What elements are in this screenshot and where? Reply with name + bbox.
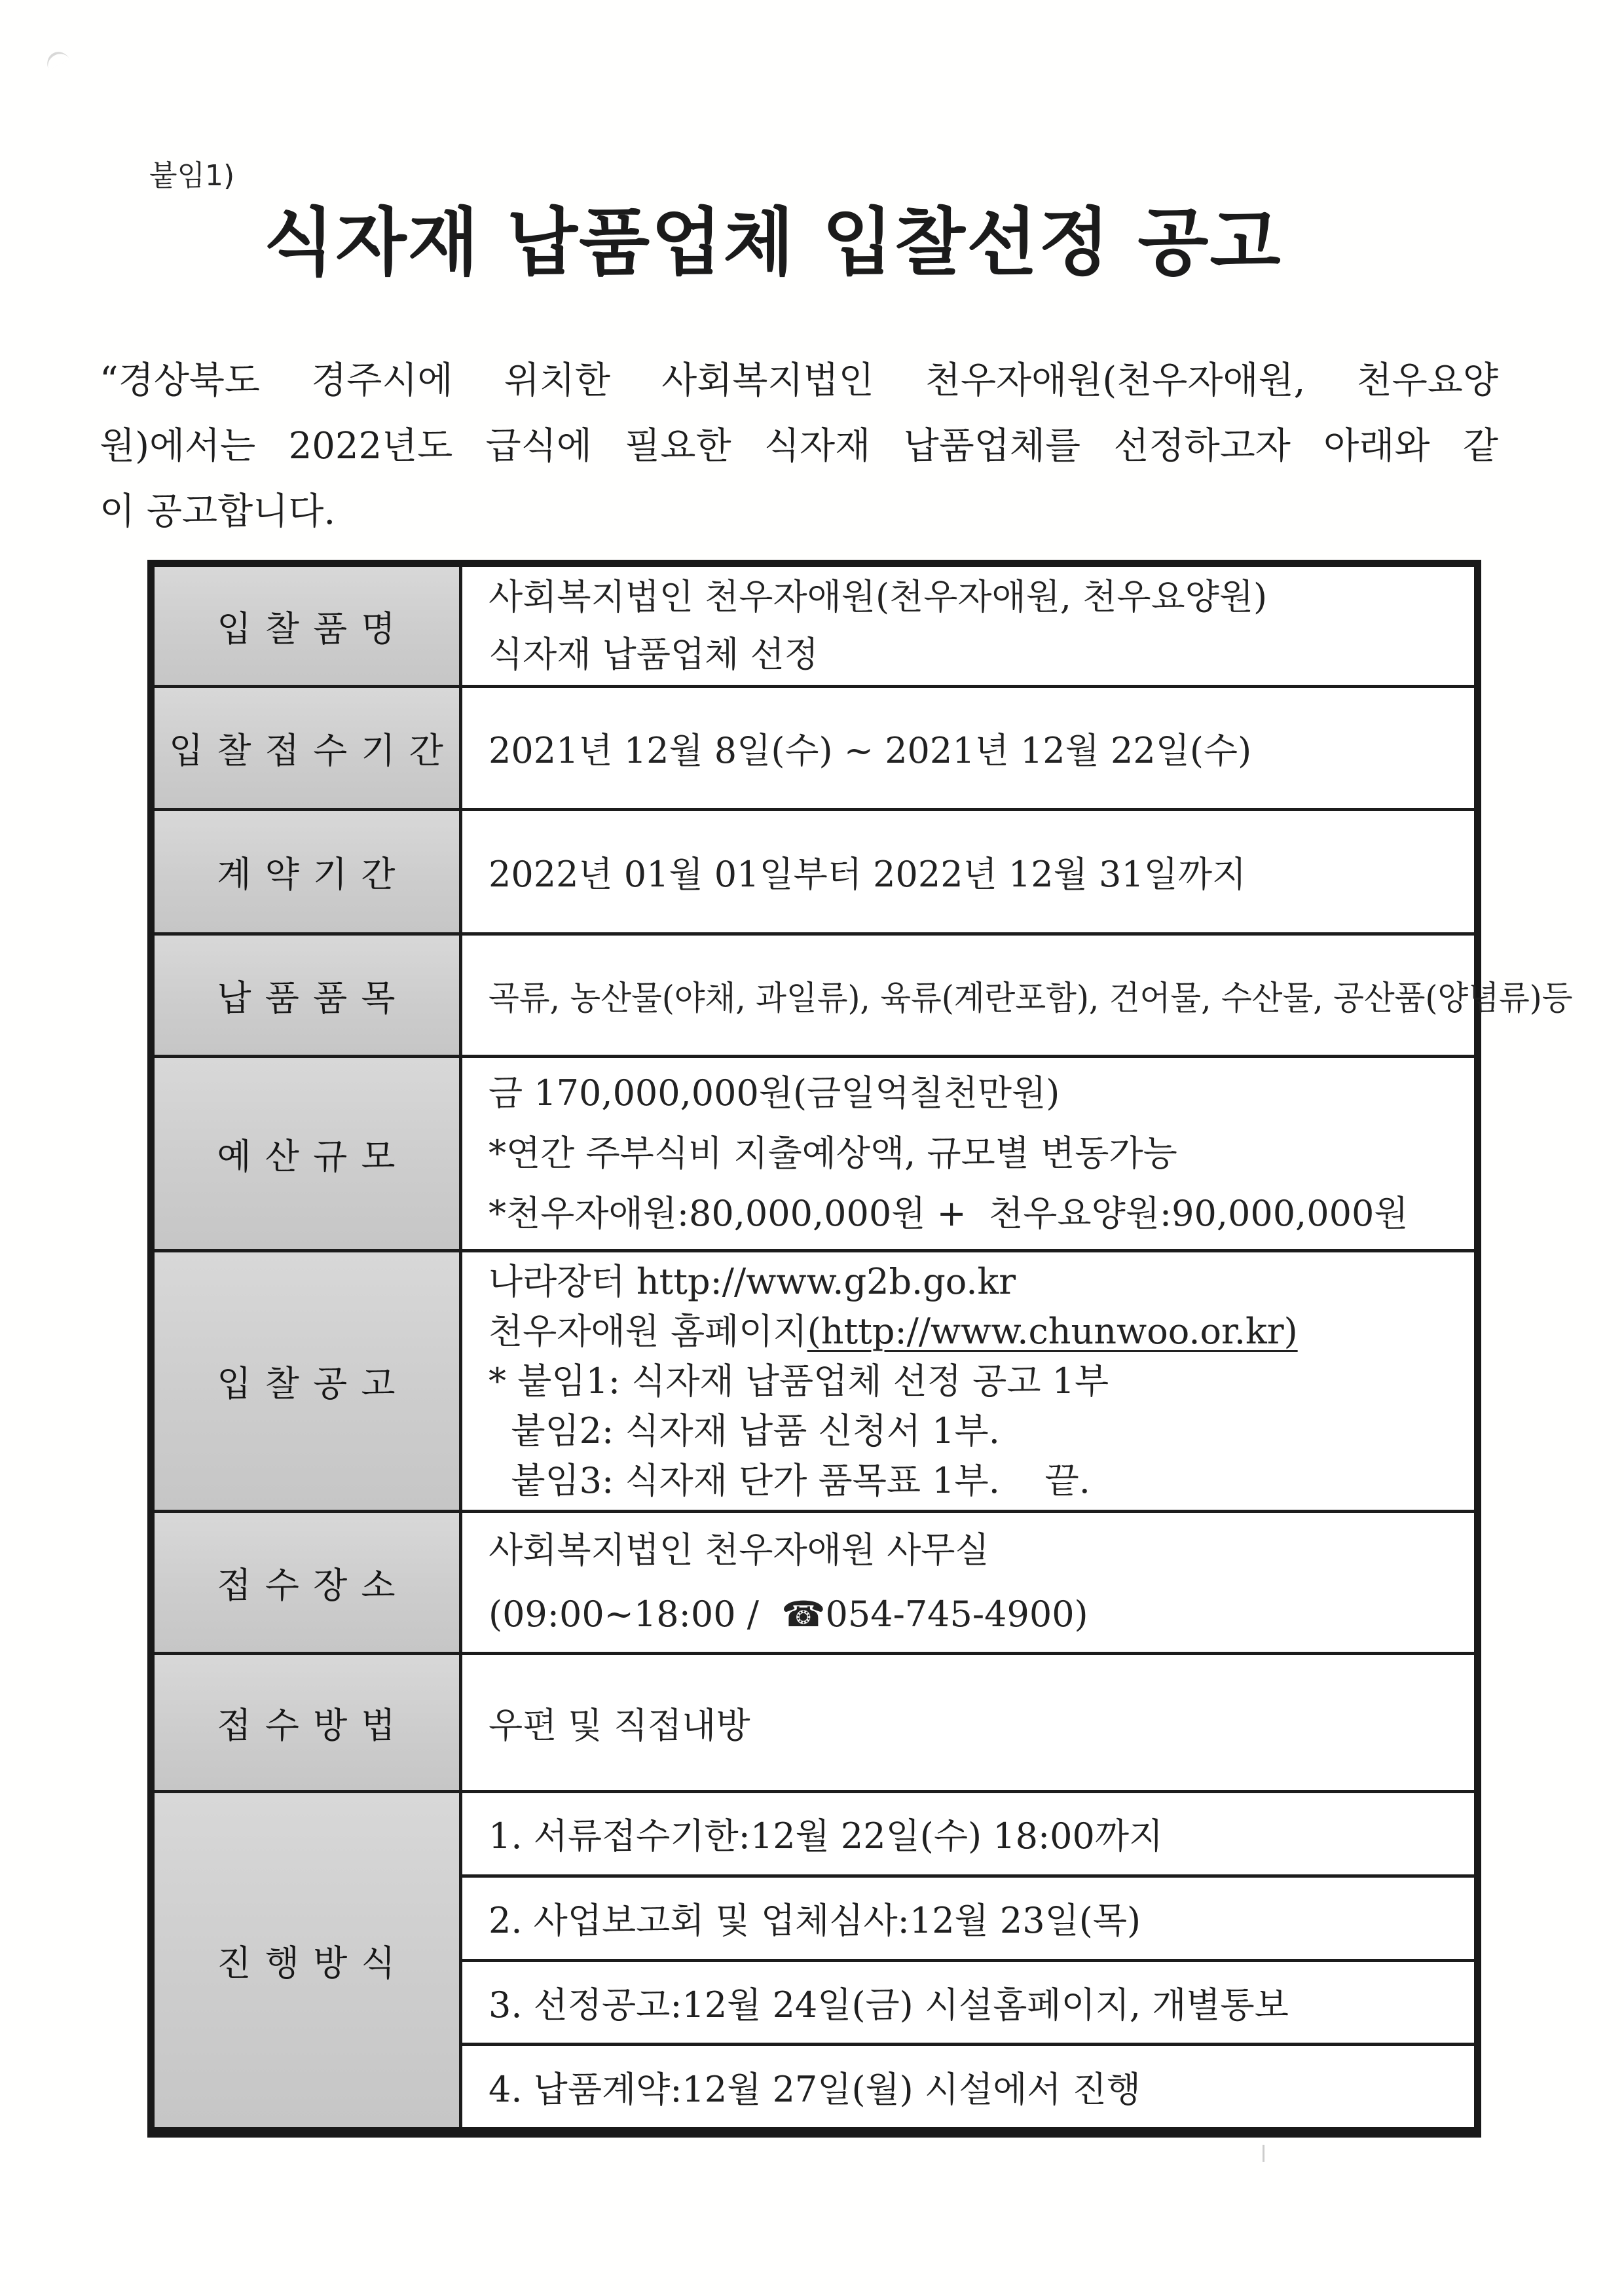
process-step-text: 3. 선정공고:12월 24일(금) 시설홈페이지, 개별통보 [489,1984,1289,2026]
table-row-bid-period [155,685,1474,808]
bid-notice-attachment1: * 붙임1: 식자재 납품업체 선정 공고 1부 [489,1360,1109,1402]
process-step-3 [462,1959,1474,2043]
homepage-label: 천우자애원 홈페이지 [489,1310,807,1352]
table-row-contract-period [155,808,1474,932]
row-value-bid-period [462,688,1474,808]
reception-place-hours-phone: (09:00~18:00 / ☎054-745-4900) [489,1594,1088,1635]
announcement-table [147,560,1573,2138]
process-step-text: 4. 납품계약:12월 27일(월) 시설에서 진행 [489,2068,1141,2110]
process-step-2 [462,1874,1474,1959]
budget-line: 금 170,000,000원(금일억칠천만원) [489,1072,1060,1114]
table-row-bid-notice [155,1249,1474,1510]
page-title: 식자재 납품업체 입찰선정 공고 [263,200,1282,285]
scan-artifact [43,48,69,71]
bid-notice-homepage-line [489,1307,1461,1357]
intro-line: “경상북도 경주시에 위치한 사회복지법인 천우자애원(천우자애원, 천우요양 [100,359,1498,402]
scan-artifact [1263,2145,1264,2162]
row-value-supply-items [462,936,1573,1055]
row-value-budget [462,1058,1474,1249]
intro-line: 이 공고합니다. [100,490,336,533]
row-label-process: 진 행 방 식 [155,1793,462,2127]
reception-place-line: 사회복지법인 천우자애원 사무실 [489,1529,989,1571]
contract-period-value: 2022년 01월 01일부터 2022년 12월 31일까지 [489,854,1247,895]
intro-paragraph [100,348,1498,545]
row-label-bid-item: 입 찰 품 명 [155,567,462,685]
table-row-supply-items [155,932,1573,1055]
row-value-bid-item [462,567,1474,685]
row-label-supply-items: 납 품 품 목 [155,936,462,1055]
supply-items-value: 곡류, 농산물(야채, 과일류), 육류(계란포함), 건어물, 수산물, 공산품(양념류)등 [489,979,1573,1018]
row-value-contract-period [462,811,1474,932]
budget-line: *천우자애원:80,000,000원 + 천우요양원:90,000,000원 [489,1193,1409,1234]
process-step-text: 2. 사업보고회 및 업체심사:12월 23일(목) [489,1900,1141,1942]
intro-line: 원)에서는 2022년도 급식에 필요한 식자재 납품업체를 선정하고자 아래와 같 [100,425,1498,467]
bid-item-line: 사회복지법인 천우자애원(천우자애원, 천우요양원) [489,576,1268,617]
attachment-label: 붙임1) [149,159,235,192]
table-row-budget [155,1055,1474,1249]
bid-notice-attachment3: 붙임3: 식자재 단가 품목표 1부. 끝. [489,1459,1090,1501]
table-row-process [155,1790,1474,2127]
bid-item-line: 식자재 납품업체 선정 [489,634,819,675]
table-row-reception-place [155,1510,1474,1652]
process-steps [462,1793,1474,2127]
chunwoo-homepage-link[interactable]: (http://www.chunwoo.or.kr) [807,1310,1298,1352]
row-label-budget: 예 산 규 모 [155,1058,462,1249]
row-value-reception-method [462,1655,1474,1790]
row-label-reception-method: 접 수 방 법 [155,1655,462,1790]
process-step-1 [462,1793,1474,1874]
bid-period-value: 2021년 12월 8일(수) ~ 2021년 12월 22일(수) [489,730,1252,771]
row-label-contract-period: 계 약 기 간 [155,811,462,932]
process-step-text: 1. 서류접수기한:12월 22일(수) 18:00까지 [489,1815,1164,1857]
bid-notice-attachment2: 붙임2: 식자재 납품 신청서 1부. [489,1410,1000,1451]
row-label-reception-place: 접 수 장 소 [155,1513,462,1652]
bid-notice-g2b-line: 나라장터 http://www.g2b.go.kr [489,1260,1016,1302]
row-value-reception-place [462,1513,1474,1652]
row-label-bid-notice: 입 찰 공 고 [155,1252,462,1510]
reception-method-value: 우편 및 직접내방 [489,1704,750,1746]
process-step-4 [462,2043,1474,2127]
row-label-bid-period: 입 찰 접 수 기 간 [155,688,462,808]
row-value-bid-notice [462,1252,1474,1510]
table-row-bid-item [155,567,1474,685]
table-row-reception-method [155,1652,1474,1790]
budget-line: *연간 주부식비 지출예상액, 규모별 변동가능 [489,1133,1177,1174]
